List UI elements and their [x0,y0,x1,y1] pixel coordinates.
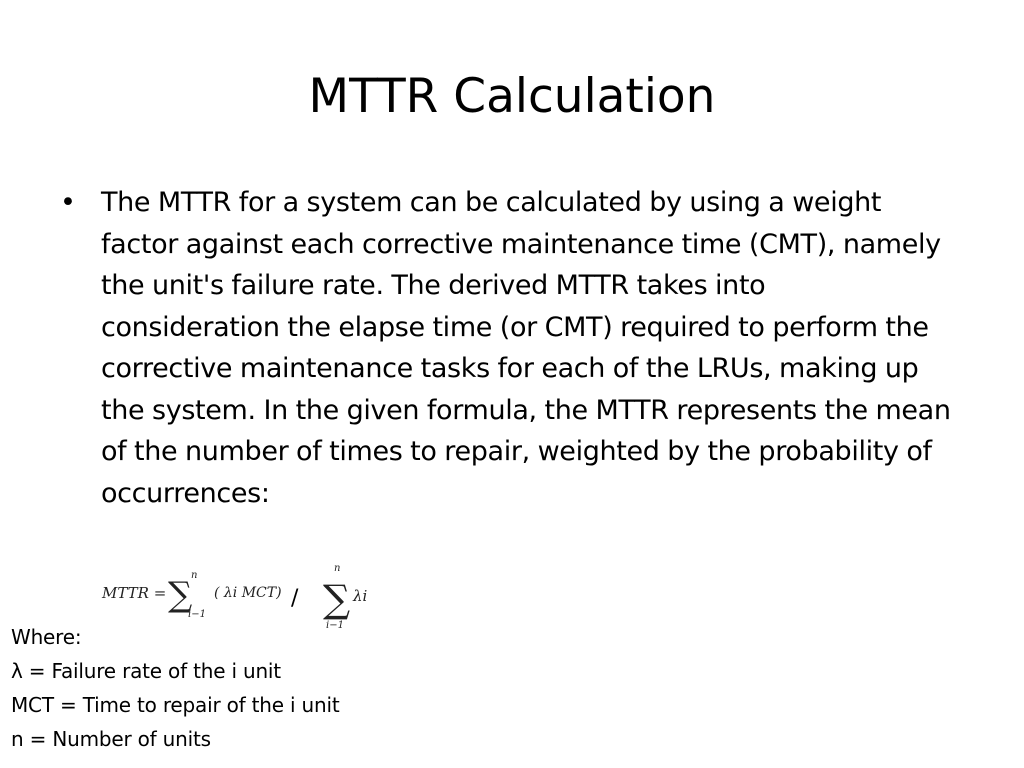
bullet-list [60,182,960,514]
formula-denominator-sum-upper: n [334,563,341,574]
formula-sum-lower: i−1 [188,609,206,620]
slide-title: MTTR Calculation [308,69,716,124]
formula-numerator-term: ( λi MCT) [214,585,282,601]
bullet-item [60,182,960,514]
where-heading: Where: [11,625,82,649]
definition-mct: MCT = Time to repair of the i unit [11,693,340,717]
bullet-marker: • [60,187,76,218]
formula-denominator-sum-lower: i−1 [326,620,344,631]
where-block [11,620,340,756]
formula-lhs: MTTR = [102,584,167,602]
bullet-text: The MTTR for a system can be calculated by using a weight factor against each corrective maintenance time (CMT), namely the unit's failure rate. The derived MTTR takes into consideration the elapse time (or CMT) required to perform the corrective maintenance tasks for each of the LRUs, making up the system. In the given formula, the MTTR represents the mean of the number of times to repair, weighted by the probability of occurrences: [101,187,951,509]
formula-denominator-term: λi [353,587,368,605]
formula-denominator-sum-symbol: ∑ [323,577,351,621]
definition-n: n = Number of units [11,727,211,751]
formula-sum-upper: n [191,570,198,581]
formula-divider: / [291,586,299,611]
formula-sum-symbol: ∑ [168,575,193,615]
definition-lambda: λ = Failure rate of the i unit [11,659,281,683]
